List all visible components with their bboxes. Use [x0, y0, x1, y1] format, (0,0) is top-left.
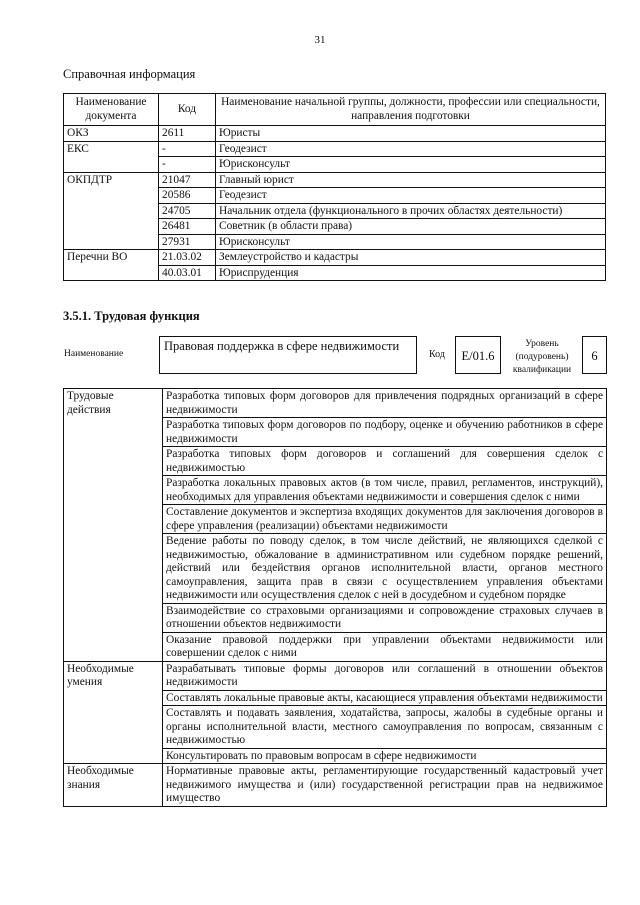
- function-details-table: [63, 388, 607, 807]
- action-item: Ведение работы по поводу сделок, в том числе действий, не являющихся сделкой с недвижимостью, обжалование в административном или судебном порядке решений, действий или бездействия органов исполнительной власти, органов местного самоуправления, защита прав в связи с осуществлением управления объектами недвижимости или осуществления сделок с ней в досудебном и судебном порядке: [163, 534, 607, 604]
- action-item: Взаимодействие со страховыми организациями и сопровождение страховых случаев в отношении объектов недвижимости: [163, 603, 607, 632]
- cell-name: Землеустройство и кадастры: [216, 250, 606, 266]
- table-row: [64, 389, 607, 418]
- page-number: 31: [314, 34, 326, 46]
- table-row: [64, 141, 606, 157]
- cell-name: Советник (в области права): [216, 219, 606, 235]
- table-row: [64, 661, 607, 690]
- action-item: Разработка типовых форм договоров и соглашений для совершения сделок с недвижимостью: [163, 447, 607, 476]
- skill-item: Составлять локальные правовые акты, касающиеся управления объектами недвижимости: [163, 690, 607, 706]
- action-item: Составление документов и экспертиза входящих документов для заключения договоров в сфере управления (реализации) объектами недвижимости: [163, 505, 607, 534]
- cell-code: 40.03.01: [159, 265, 216, 281]
- cell-code: 21047: [159, 172, 216, 188]
- cell-name: Геодезист: [216, 188, 606, 204]
- cell-name: Главный юрист: [216, 172, 606, 188]
- level-value-box: 6: [582, 336, 607, 374]
- header-name: Наименование начальной группы, должности, профессии или специальности, направления подготовки: [216, 94, 606, 126]
- skill-item: Составлять и подавать заявления, ходатайства, запросы, жалобы в судебные органы и органы исполнительной власти, местного самоуправления по вопросам, связанным с недвижимостью: [163, 706, 607, 749]
- cell-document: Перечни ВО: [64, 250, 159, 281]
- cell-code: -: [159, 141, 216, 157]
- cell-name: Юристы: [216, 126, 606, 142]
- cell-name: Начальник отдела (функционального в прочих областях деятельности): [216, 203, 606, 219]
- table-row: [64, 250, 606, 266]
- cell-name: Геодезист: [216, 141, 606, 157]
- table-row: [64, 172, 606, 188]
- header-document: Наименование документа: [64, 94, 159, 126]
- header-code: Код: [159, 94, 216, 126]
- cell-code: 26481: [159, 219, 216, 235]
- action-item: Разработка типовых форм договоров для привлечения подрядных организаций в сфере недвижимости: [163, 389, 607, 418]
- level-label: Уровень (подуровень) квалификации: [512, 339, 572, 375]
- table-row: [64, 126, 606, 142]
- cell-name: Юрисконсульт: [216, 234, 606, 250]
- reference-heading: Справочная информация: [63, 67, 196, 81]
- cell-code: 27931: [159, 234, 216, 250]
- reference-table: [63, 93, 606, 281]
- skills-label: Необходимые умения: [64, 661, 163, 764]
- cell-code: 2611: [159, 126, 216, 142]
- knowledge-item: Нормативные правовые акты, регламентирующие государственный кадастровый учет недвижимого имущества и (или) государственной регистрации прав на недвижимое имущество: [163, 764, 607, 807]
- function-title: 3.5.1. Трудовая функция: [63, 309, 200, 323]
- function-code-box: E/01.6: [455, 336, 501, 374]
- name-label: Наименование: [64, 349, 124, 359]
- cell-code: -: [159, 157, 216, 173]
- action-item: Разработка локальных правовых актов (в том числе, правил, регламентов, инструкций), необходимых для управления объектами недвижимости и совершения сделок с ними: [163, 476, 607, 505]
- cell-name: Юрисконсульт: [216, 157, 606, 173]
- knowledge-label: Необходимые знания: [64, 764, 163, 807]
- code-label: Код: [429, 349, 445, 360]
- cell-code: 21.03.02: [159, 250, 216, 266]
- skill-item: Разрабатывать типовые формы договоров или соглашений в отношении объектов недвижимости: [163, 661, 607, 690]
- cell-name: Юриспруденция: [216, 265, 606, 281]
- cell-code: 20586: [159, 188, 216, 204]
- table-row: [64, 764, 607, 807]
- actions-label: Трудовые действия: [64, 389, 163, 662]
- cell-document: ОКЗ: [64, 126, 159, 142]
- skill-item: Консультировать по правовым вопросам в сфере недвижимости: [163, 748, 607, 764]
- cell-document: ЕКС: [64, 141, 159, 172]
- cell-document: ОКПДТР: [64, 172, 159, 250]
- action-item: Разработка типовых форм договоров по подбору, оценке и обучению работников в сфере недвижимости: [163, 418, 607, 447]
- reference-table-header: [64, 94, 606, 126]
- cell-code: 24705: [159, 203, 216, 219]
- action-item: Оказание правовой поддержки при управлении объектами недвижимости или совершении сделок с ними: [163, 632, 607, 661]
- function-name-box: Правовая поддержка в сфере недвижимости: [159, 336, 417, 374]
